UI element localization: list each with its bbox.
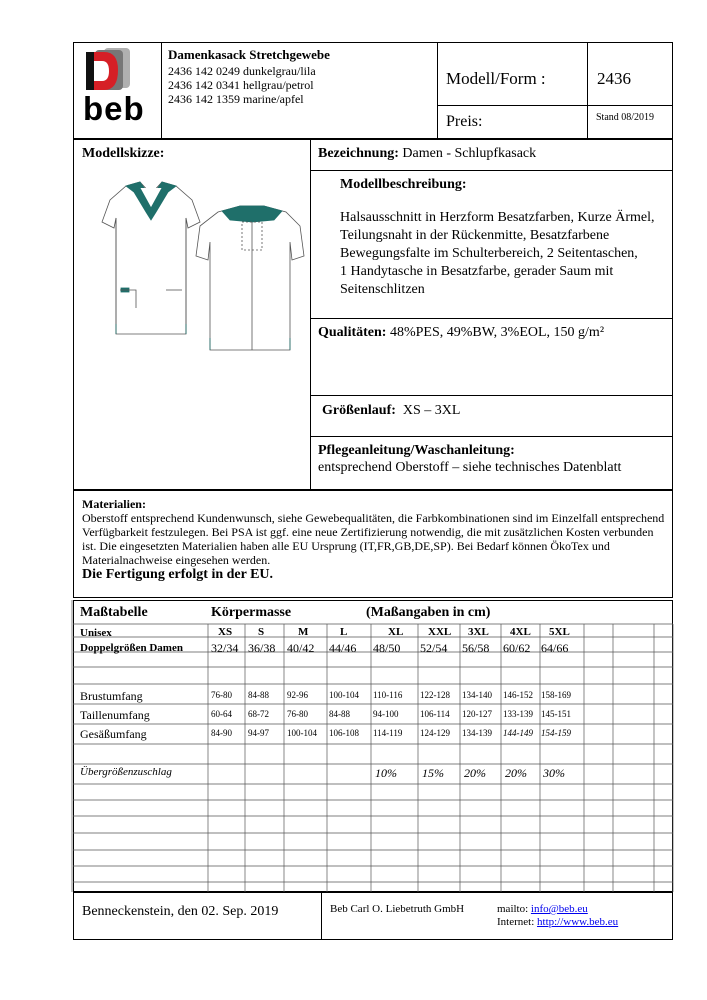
qualitaeten-value: 48%PES, 49%BW, 3%EOL, 150 g/m² bbox=[389, 325, 605, 340]
modellbeschreibung-label: Modellbeschreibung: bbox=[340, 177, 467, 192]
doppel-size: 64/66 bbox=[541, 641, 569, 655]
doppel-size: 52/54 bbox=[420, 641, 448, 655]
measure-value: 68-72 bbox=[248, 709, 269, 719]
koerpermasse-label: Körpermasse bbox=[211, 605, 292, 620]
measure-value: 134-139 bbox=[462, 728, 492, 738]
description-line: 1 Handytasche in Besatzfarbe, gerader Saum mit bbox=[340, 264, 614, 279]
measure-label: Brustumfang bbox=[80, 689, 143, 703]
measure-value: 100-104 bbox=[329, 690, 359, 700]
modell-value: 2436 bbox=[597, 69, 631, 88]
size-header: XL bbox=[388, 626, 404, 638]
doppel-size: 56/58 bbox=[462, 641, 490, 655]
table-title: Maßtabelle bbox=[80, 605, 148, 620]
measure-value: 144-149 bbox=[503, 728, 533, 738]
company-name: Beb Carl O. Liebetruth GmbH bbox=[330, 903, 465, 915]
zuschlag-value: 30% bbox=[543, 766, 565, 780]
internet-line bbox=[497, 916, 618, 928]
measure-value: 120-127 bbox=[462, 709, 492, 719]
measure-value: 84-90 bbox=[211, 728, 232, 738]
measure-value: 145-151 bbox=[541, 709, 571, 719]
measure-value: 100-104 bbox=[287, 728, 317, 738]
article-number: 2436 142 0341 hellgrau/petrol bbox=[168, 78, 314, 92]
doppel-size: 60/62 bbox=[503, 641, 531, 655]
materialien-line: Oberstoff entsprechend Kundenwunsch, siehe Gewebequalitäten, die Farbkombinationen sind im Einzelfall entsprechend bbox=[82, 511, 665, 525]
masseinheit-label: (Maßangaben in cm) bbox=[366, 605, 491, 620]
pflege-value: entsprechend Oberstoff – siehe technisches Datenblatt bbox=[318, 460, 622, 475]
mail-label: mailto: bbox=[497, 903, 529, 915]
measure-value: 84-88 bbox=[329, 709, 350, 719]
measure-label: Taillenumfang bbox=[80, 708, 150, 722]
size-header: M bbox=[298, 626, 309, 638]
materialien-line: Verfügbarkeit festzulegen. Bei PSA ist ggf. eine neue Zertifizierung notwendig, die mit zusätzlichen Kosten verbunden bbox=[82, 525, 654, 539]
measure-value: 134-140 bbox=[462, 690, 492, 700]
bezeichnung-value: Damen - Schlupfkasack bbox=[402, 146, 537, 161]
logo-text: beb bbox=[83, 90, 145, 127]
divider bbox=[321, 892, 322, 940]
internet-label: Internet: bbox=[497, 916, 535, 928]
article-number: 2436 142 1359 marine/apfel bbox=[168, 92, 304, 106]
measure-value: 76-80 bbox=[287, 709, 308, 719]
measure-value: 146-152 bbox=[503, 690, 533, 700]
zuschlag-value: 10% bbox=[375, 766, 397, 780]
measure-value: 154-159 bbox=[541, 728, 571, 738]
measure-value: 94-100 bbox=[373, 709, 399, 719]
measure-value: 94-97 bbox=[248, 728, 269, 738]
measure-value: 84-88 bbox=[248, 690, 269, 700]
materialien-line: Materialnachweise eingesehen werden. bbox=[82, 553, 271, 567]
preis-label: Preis: bbox=[446, 113, 483, 130]
measure-value: 122-128 bbox=[420, 690, 450, 700]
groessenlauf-label: Größenlauf: bbox=[322, 403, 396, 418]
zuschlag-value: 20% bbox=[464, 766, 486, 780]
doppel-size: 40/42 bbox=[287, 641, 315, 655]
doppel-size: 48/50 bbox=[373, 641, 401, 655]
size-header: S bbox=[258, 626, 265, 638]
description-line: Bewegungsfalte im Schulterbereich, 2 Seitentaschen, bbox=[340, 246, 638, 261]
description-line: Teilungsnaht in der Rückenmitte, Besatzfarbene bbox=[340, 228, 610, 243]
zuschlag-value: 20% bbox=[505, 766, 527, 780]
mail-link[interactable]: info@beb.eu bbox=[530, 903, 588, 915]
doppel-size: 36/38 bbox=[248, 641, 276, 655]
modell-label: Modell/Form : bbox=[446, 69, 546, 88]
materialien-line: ist. Die eingesetzten Materialien haben alle EU Ursprung (IT,FR,GB,DE,SP). Bei Bedarf können ÖkoTex und bbox=[82, 539, 610, 553]
measure-value: 106-108 bbox=[329, 728, 359, 738]
description-line: Halsausschnitt in Herzform Besatzfarben, Kurze Ärmel, bbox=[340, 210, 655, 225]
size-header: XS bbox=[218, 626, 233, 638]
measure-value: 158-169 bbox=[541, 690, 571, 700]
doppel-size: 32/34 bbox=[211, 641, 239, 655]
doppel-label: Doppelgrößen Damen bbox=[80, 642, 183, 654]
measure-value: 92-96 bbox=[287, 690, 308, 700]
zuschlag-value: 15% bbox=[422, 766, 444, 780]
groessenlauf-value: XS – 3XL bbox=[402, 403, 461, 418]
doppel-size: 44/46 bbox=[329, 641, 357, 655]
measure-value: 106-114 bbox=[420, 709, 450, 719]
fertigung-note: Die Fertigung erfolgt in der EU. bbox=[82, 567, 274, 582]
size-header: 5XL bbox=[549, 626, 570, 638]
materialien-label: Materialien: bbox=[82, 497, 146, 511]
measure-value: 124-129 bbox=[420, 728, 450, 738]
place-date: Benneckenstein, den 02. Sep. 2019 bbox=[82, 904, 279, 919]
size-header: L bbox=[340, 626, 348, 638]
size-header: 4XL bbox=[510, 626, 531, 638]
size-header: 3XL bbox=[468, 626, 489, 638]
qualitaeten-label: Qualitäten: bbox=[318, 325, 387, 340]
url-link[interactable]: http://www.beb.eu bbox=[537, 916, 619, 928]
measure-value: 114-119 bbox=[373, 728, 403, 738]
size-header: XXL bbox=[428, 626, 452, 638]
unisex-label: Unisex bbox=[80, 627, 112, 639]
description-line: Seitenschlitzen bbox=[340, 282, 425, 297]
pflege-label: Pflegeanleitung/Waschanleitung: bbox=[318, 443, 515, 458]
article-number: 2436 142 0249 dunkelgrau/lila bbox=[168, 64, 316, 78]
measure-value: 110-116 bbox=[373, 690, 403, 700]
product-title: Damenkasack Stretchgewebe bbox=[168, 47, 330, 62]
modellskizze-label: Modellskizze: bbox=[82, 146, 165, 161]
measure-value: 133-139 bbox=[503, 709, 533, 719]
zuschlag-label: Übergrößenzuschlag bbox=[80, 766, 172, 778]
measure-value: 60-64 bbox=[211, 709, 232, 719]
bezeichnung-label: Bezeichnung: bbox=[318, 146, 399, 161]
stand-date: Stand 08/2019 bbox=[596, 112, 655, 123]
measure-value: 76-80 bbox=[211, 690, 232, 700]
measure-label: Gesäßumfang bbox=[80, 727, 147, 741]
mail-line bbox=[497, 903, 588, 915]
